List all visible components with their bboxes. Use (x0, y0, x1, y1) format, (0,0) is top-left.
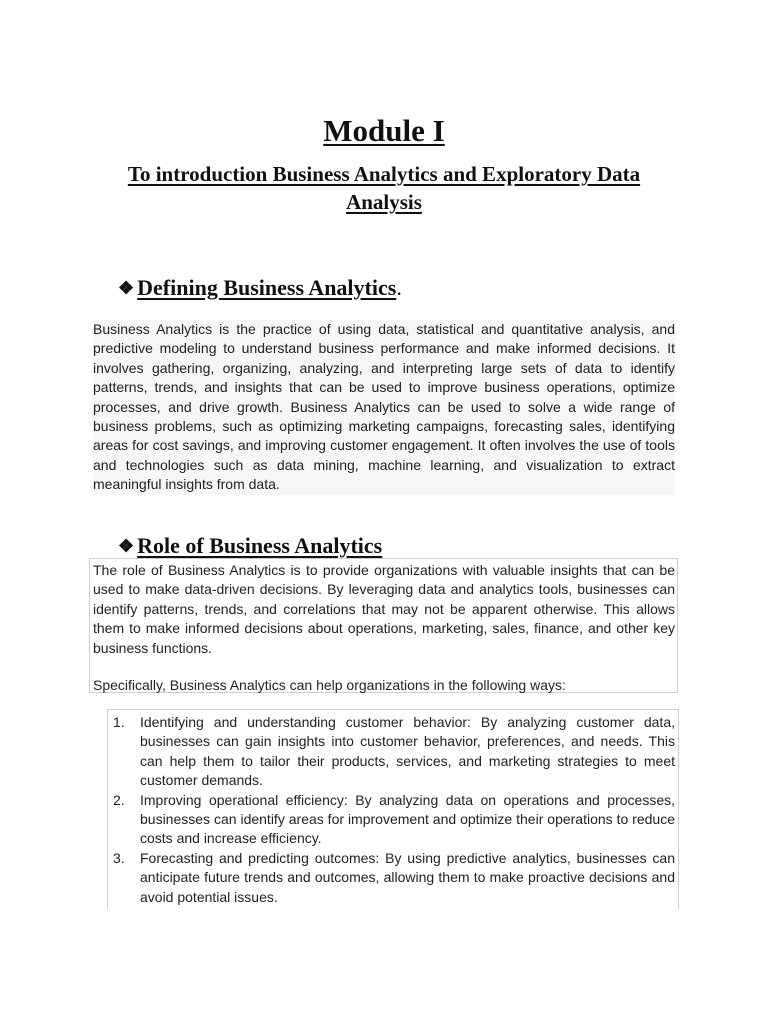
list-item (113, 713, 675, 791)
list-item-text: Forecasting and predicting outcomes: By using predictive analytics, businesses can anticipate future trends and outcomes, allowing them to make proactive decisions and avoid potential issues. (140, 849, 675, 905)
list-item (113, 849, 675, 907)
ways-list (113, 713, 675, 907)
role-paragraph: The role of Business Analytics is to provide organizations with valuable insights that can be used to make data-driven decisions. By leveraging data and analytics tools, businesses can identify patterns, trends, and correlations that may not be apparent otherwise. This allows them to make informed decisions about operations, marketing, sales, finance, and other key business functions. (93, 562, 675, 656)
role-intro-line: Specifically, Business Analytics can help organizations in the following ways: (93, 677, 566, 693)
section-heading-text: Defining Business Analytics (137, 275, 397, 300)
section-heading-text: Role of Business Analytics (137, 533, 383, 558)
list-item-number: 3. (113, 849, 125, 866)
module-title: Module I (323, 113, 445, 148)
section-heading-defining (118, 274, 402, 302)
section-heading-role (118, 532, 382, 560)
diamond-bullet-icon: ❖ (118, 278, 135, 298)
module-subtitle: To introduction Business Analytics and Exploratory Data Analysis (127, 162, 641, 214)
diamond-bullet-icon: ❖ (118, 536, 135, 556)
section-heading-trail: . (396, 275, 402, 300)
definition-paragraph: Business Analytics is the practice of using data, statistical and quantitative analysis, and predictive modeling to understand business performance and make informed decisions. It involves gathering, organizing, analyzing, and interpreting large sets of data to identify patterns, trends, and insights that can be used to improve business operations, optimize processes, and drive growth. Business Analytics can be used to solve a wide range of business problems, such as optimizing marketing campaigns, forecasting sales, identifying areas for cost savings, and improving customer engagement. It often involves the use of tools and technologies such as data mining, machine learning, and visualization to extract meaningful insights from data. (93, 320, 675, 495)
list-item-text: Identifying and understanding customer behavior: By analyzing customer data, businesses can gain insights into customer behavior, preferences, and needs. This can help them to tailor their products, services, and marketing strategies to meet customer demands. (140, 714, 675, 789)
list-item-text: Improving operational efficiency: By analyzing data on operations and processes, businesses can identify areas for improvement and optimize their operations to reduce costs and increase efficiency. (140, 791, 675, 847)
list-item-number: 1. (113, 714, 125, 730)
list-item-number: 2. (113, 791, 125, 808)
list-item (113, 791, 675, 849)
